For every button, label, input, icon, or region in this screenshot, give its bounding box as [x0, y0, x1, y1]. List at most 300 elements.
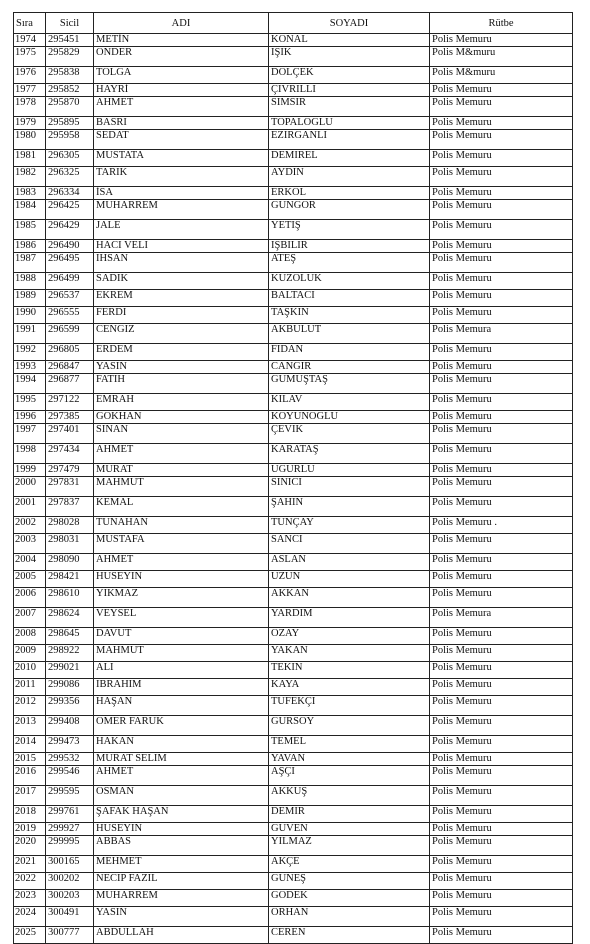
cell-adi: YASIN — [94, 907, 269, 927]
table-row — [14, 571, 573, 588]
cell-sicil: 295852 — [46, 84, 94, 97]
cell-adi: MUSTAFA — [94, 534, 269, 554]
cell-sira: 2006 — [14, 588, 46, 608]
cell-sira: 1983 — [14, 187, 46, 200]
cell-rutbe: Polis Memuru . — [430, 517, 573, 534]
cell-rutbe: Polis Memura — [430, 608, 573, 628]
cell-sira: 1974 — [14, 34, 46, 47]
table-row — [14, 628, 573, 645]
cell-soyadi: ÇIVRILLI — [269, 84, 430, 97]
cell-sira: 2023 — [14, 890, 46, 907]
table-row — [14, 130, 573, 150]
cell-soyadi: YARDIM — [269, 608, 430, 628]
cell-rutbe: Polis Memuru — [430, 873, 573, 890]
cell-sicil: 298645 — [46, 628, 94, 645]
table-row — [14, 324, 573, 344]
cell-adi: HUSEYIN — [94, 571, 269, 588]
table-header-row — [14, 13, 573, 34]
cell-rutbe: Polis Memuru — [430, 497, 573, 517]
cell-sicil: 298031 — [46, 534, 94, 554]
cell-sira: 1987 — [14, 253, 46, 273]
cell-adi: HAYRİ — [94, 84, 269, 97]
cell-soyadi: KILAV — [269, 394, 430, 411]
cell-adi: HUSEYIN — [94, 823, 269, 836]
cell-sicil: 298624 — [46, 608, 94, 628]
header-rutbe: Rütbe — [430, 13, 573, 34]
cell-sicil: 299356 — [46, 696, 94, 716]
cell-adi: FATIH — [94, 374, 269, 394]
table-row — [14, 411, 573, 424]
table-row — [14, 150, 573, 167]
cell-rutbe: Polis Memuru — [430, 130, 573, 150]
cell-sira: 1998 — [14, 444, 46, 464]
cell-sira: 2002 — [14, 517, 46, 534]
cell-soyadi: CEREN — [269, 927, 430, 944]
cell-adi: MAHMUT — [94, 645, 269, 662]
cell-soyadi: DEMIR — [269, 806, 430, 823]
table-row — [14, 220, 573, 240]
cell-rutbe: Polis Memuru — [430, 753, 573, 766]
cell-soyadi: YAKAN — [269, 645, 430, 662]
cell-rutbe: Polis Memuru — [430, 907, 573, 927]
cell-rutbe: Polis Memuru — [430, 167, 573, 187]
cell-soyadi: AKÇE — [269, 856, 430, 873]
cell-adi: OSMAN — [94, 786, 269, 806]
cell-sira: 2013 — [14, 716, 46, 736]
table-row — [14, 374, 573, 394]
cell-rutbe: Polis Memuru — [430, 696, 573, 716]
cell-rutbe: Polis Memuru — [430, 307, 573, 324]
cell-adi: KEMAL — [94, 497, 269, 517]
header-soyadi: SOYADI — [269, 13, 430, 34]
cell-adi: DAVUT — [94, 628, 269, 645]
table-row — [14, 307, 573, 324]
cell-adi: MUHARREM — [94, 890, 269, 907]
cell-rutbe: Polis Memuru — [430, 344, 573, 361]
cell-sira: 2021 — [14, 856, 46, 873]
cell-sicil: 297434 — [46, 444, 94, 464]
table-row — [14, 497, 573, 517]
cell-rutbe: Polis Memuru — [430, 150, 573, 167]
cell-adi: MEHMET — [94, 856, 269, 873]
cell-rutbe: Polis Memuru — [430, 628, 573, 645]
cell-sicil: 296305 — [46, 150, 94, 167]
cell-sicil: 296877 — [46, 374, 94, 394]
cell-rutbe: Polis Memuru — [430, 786, 573, 806]
cell-adi: MURAT SELIM — [94, 753, 269, 766]
cell-sira: 1982 — [14, 167, 46, 187]
table-row — [14, 753, 573, 766]
cell-soyadi: YAVAN — [269, 753, 430, 766]
cell-soyadi: DOLÇEK — [269, 67, 430, 84]
cell-sira: 2024 — [14, 907, 46, 927]
cell-sicil: 296325 — [46, 167, 94, 187]
table-row — [14, 424, 573, 444]
table-row — [14, 679, 573, 696]
header-sicil: Sicil — [46, 13, 94, 34]
table-row — [14, 823, 573, 836]
cell-rutbe: Polis Memuru — [430, 273, 573, 290]
cell-rutbe: Polis Memuru — [430, 394, 573, 411]
table-row — [14, 240, 573, 253]
cell-sicil: 300203 — [46, 890, 94, 907]
cell-sicil: 299595 — [46, 786, 94, 806]
cell-rutbe: Polis Memuru — [430, 662, 573, 679]
table-row — [14, 517, 573, 534]
cell-rutbe: Polis Memuru — [430, 806, 573, 823]
cell-soyadi: FIDAN — [269, 344, 430, 361]
table-row — [14, 608, 573, 628]
cell-adi: ABBAS — [94, 836, 269, 856]
cell-sicil: 296537 — [46, 290, 94, 307]
cell-rutbe: Polis Memuru — [430, 374, 573, 394]
cell-adi: MUSTATA — [94, 150, 269, 167]
cell-sicil: 295838 — [46, 67, 94, 84]
cell-soyadi: ERKOL — [269, 187, 430, 200]
cell-sira: 1989 — [14, 290, 46, 307]
table-row — [14, 873, 573, 890]
cell-rutbe: Polis Memuru — [430, 290, 573, 307]
cell-sicil: 296555 — [46, 307, 94, 324]
cell-sira: 2016 — [14, 766, 46, 786]
cell-soyadi: KAYA — [269, 679, 430, 696]
cell-sicil: 299021 — [46, 662, 94, 679]
cell-sira: 1978 — [14, 97, 46, 117]
cell-sicil: 296805 — [46, 344, 94, 361]
cell-sicil: 298922 — [46, 645, 94, 662]
cell-sira: 1994 — [14, 374, 46, 394]
cell-sira: 2018 — [14, 806, 46, 823]
cell-sira: 2001 — [14, 497, 46, 517]
cell-sira: 2000 — [14, 477, 46, 497]
cell-sira: 1997 — [14, 424, 46, 444]
cell-soyadi: TEMEL — [269, 736, 430, 753]
table-row — [14, 736, 573, 753]
cell-sira: 2011 — [14, 679, 46, 696]
cell-rutbe: Polis Memuru — [430, 588, 573, 608]
cell-adi: ONDER — [94, 47, 269, 67]
cell-rutbe: Polis Memuru — [430, 424, 573, 444]
table-row — [14, 444, 573, 464]
cell-sira: 1999 — [14, 464, 46, 477]
cell-rutbe: Polis Memuru — [430, 736, 573, 753]
table-row — [14, 907, 573, 927]
cell-sicil: 299927 — [46, 823, 94, 836]
cell-sicil: 297831 — [46, 477, 94, 497]
cell-sicil: 296490 — [46, 240, 94, 253]
cell-adi: SADIK — [94, 273, 269, 290]
cell-sira: 2005 — [14, 571, 46, 588]
cell-sicil: 296599 — [46, 324, 94, 344]
cell-soyadi: YETIŞ — [269, 220, 430, 240]
cell-soyadi: TOPALOGLU — [269, 117, 430, 130]
table-row — [14, 394, 573, 411]
cell-adi: METİN — [94, 34, 269, 47]
cell-sicil: 299473 — [46, 736, 94, 753]
cell-adi: AHMET — [94, 554, 269, 571]
cell-sicil: 298090 — [46, 554, 94, 571]
cell-adi: AHMET — [94, 97, 269, 117]
cell-soyadi: EZIRGANLI — [269, 130, 430, 150]
cell-sira: 2004 — [14, 554, 46, 571]
cell-rutbe: Polis Memura — [430, 324, 573, 344]
cell-sicil: 297122 — [46, 394, 94, 411]
cell-rutbe: Polis Memuru — [430, 645, 573, 662]
cell-adi: MAHMUT — [94, 477, 269, 497]
cell-sira: 1996 — [14, 411, 46, 424]
cell-sicil: 300777 — [46, 927, 94, 944]
table-row — [14, 806, 573, 823]
cell-sira: 2008 — [14, 628, 46, 645]
cell-sira: 1985 — [14, 220, 46, 240]
table-row — [14, 554, 573, 571]
cell-sicil: 298028 — [46, 517, 94, 534]
cell-adi: ALI — [94, 662, 269, 679]
cell-rutbe: Polis Memuru — [430, 464, 573, 477]
cell-sira: 1976 — [14, 67, 46, 84]
cell-soyadi: GODEK — [269, 890, 430, 907]
cell-sira: 2019 — [14, 823, 46, 836]
cell-sicil: 296495 — [46, 253, 94, 273]
cell-sicil: 295895 — [46, 117, 94, 130]
cell-sira: 1988 — [14, 273, 46, 290]
table-row — [14, 200, 573, 220]
cell-soyadi: ŞAHIN — [269, 497, 430, 517]
cell-soyadi: UZUN — [269, 571, 430, 588]
cell-soyadi: OZAY — [269, 628, 430, 645]
table-row — [14, 464, 573, 477]
cell-soyadi: ASLAN — [269, 554, 430, 571]
cell-sira: 1977 — [14, 84, 46, 97]
cell-soyadi: ATEŞ — [269, 253, 430, 273]
cell-adi: MURAT — [94, 464, 269, 477]
cell-sira: 1980 — [14, 130, 46, 150]
cell-soyadi: TUFEKÇI — [269, 696, 430, 716]
cell-rutbe: Polis Memuru — [430, 571, 573, 588]
cell-sira: 2015 — [14, 753, 46, 766]
cell-adi: EMRAH — [94, 394, 269, 411]
cell-sicil: 296847 — [46, 361, 94, 374]
cell-sira: 1991 — [14, 324, 46, 344]
cell-rutbe: Polis Memuru — [430, 554, 573, 571]
cell-sira: 1990 — [14, 307, 46, 324]
cell-adi: ERDEM — [94, 344, 269, 361]
table-row — [14, 97, 573, 117]
cell-sira: 1981 — [14, 150, 46, 167]
cell-sicil: 298610 — [46, 588, 94, 608]
cell-soyadi: TUNÇAY — [269, 517, 430, 534]
cell-rutbe: Polis Memuru — [430, 766, 573, 786]
cell-adi: HACI VELI — [94, 240, 269, 253]
table-row — [14, 253, 573, 273]
personnel-table — [13, 12, 573, 944]
cell-sira: 2025 — [14, 927, 46, 944]
cell-adi: JALE — [94, 220, 269, 240]
table-row — [14, 534, 573, 554]
cell-sira: 1992 — [14, 344, 46, 361]
cell-rutbe: Polis Memuru — [430, 856, 573, 873]
cell-sira: 2010 — [14, 662, 46, 679]
cell-soyadi: AŞÇI — [269, 766, 430, 786]
cell-adi: CENGIZ — [94, 324, 269, 344]
cell-sicil: 299995 — [46, 836, 94, 856]
cell-adi: BASRI — [94, 117, 269, 130]
cell-soyadi: KARATAŞ — [269, 444, 430, 464]
cell-rutbe: Polis Memuru — [430, 34, 573, 47]
cell-soyadi: IŞIK — [269, 47, 430, 67]
cell-adi: MUHARREM — [94, 200, 269, 220]
cell-rutbe: Polis Memuru — [430, 890, 573, 907]
table-row — [14, 890, 573, 907]
cell-sira: 2020 — [14, 836, 46, 856]
cell-soyadi: UGURLU — [269, 464, 430, 477]
table-row — [14, 696, 573, 716]
cell-sicil: 300202 — [46, 873, 94, 890]
cell-sicil: 296499 — [46, 273, 94, 290]
table-row — [14, 836, 573, 856]
cell-sicil: 299761 — [46, 806, 94, 823]
cell-soyadi: KONAL — [269, 34, 430, 47]
cell-sira: 2014 — [14, 736, 46, 753]
table-row — [14, 716, 573, 736]
cell-sicil: 300491 — [46, 907, 94, 927]
cell-rutbe: Polis Memuru — [430, 361, 573, 374]
cell-sicil: 299408 — [46, 716, 94, 736]
table-row — [14, 361, 573, 374]
cell-adi: AHMET — [94, 766, 269, 786]
table-row — [14, 786, 573, 806]
cell-sicil: 297479 — [46, 464, 94, 477]
cell-soyadi: AKKAN — [269, 588, 430, 608]
table-row — [14, 662, 573, 679]
table-row — [14, 34, 573, 47]
header-sira: Sıra — [14, 13, 46, 34]
cell-adi: TARIK — [94, 167, 269, 187]
cell-soyadi: CANGIR — [269, 361, 430, 374]
table-row — [14, 117, 573, 130]
cell-rutbe: Polis Memuru — [430, 220, 573, 240]
cell-soyadi: GUNGOR — [269, 200, 430, 220]
cell-rutbe: Polis Memuru — [430, 187, 573, 200]
cell-sira: 2009 — [14, 645, 46, 662]
cell-rutbe: Polis Memuru — [430, 716, 573, 736]
table-row — [14, 645, 573, 662]
cell-sira: 1975 — [14, 47, 46, 67]
cell-sicil: 295958 — [46, 130, 94, 150]
cell-sicil: 300165 — [46, 856, 94, 873]
table-body — [14, 34, 573, 944]
cell-soyadi: TEKIN — [269, 662, 430, 679]
cell-adi: AHMET — [94, 444, 269, 464]
cell-adi: YASIN — [94, 361, 269, 374]
cell-adi: FERDI — [94, 307, 269, 324]
cell-rutbe: Polis Memuru — [430, 117, 573, 130]
header-adi: ADI — [94, 13, 269, 34]
cell-sicil: 299546 — [46, 766, 94, 786]
cell-rutbe: Polis Memuru — [430, 240, 573, 253]
cell-soyadi: AKKUŞ — [269, 786, 430, 806]
cell-adi: HAŞAN — [94, 696, 269, 716]
cell-sira: 2003 — [14, 534, 46, 554]
cell-adi: HAKAN — [94, 736, 269, 753]
cell-rutbe: Polis Memuru — [430, 477, 573, 497]
cell-soyadi: BALTACI — [269, 290, 430, 307]
cell-rutbe: Polis Memuru — [430, 84, 573, 97]
cell-sira: 1979 — [14, 117, 46, 130]
cell-sicil: 295870 — [46, 97, 94, 117]
cell-soyadi: AYDIN — [269, 167, 430, 187]
cell-sira: 1993 — [14, 361, 46, 374]
cell-soyadi: SINICI — [269, 477, 430, 497]
cell-rutbe: Polis Memuru — [430, 411, 573, 424]
table-row — [14, 47, 573, 67]
cell-sicil: 299532 — [46, 753, 94, 766]
cell-adi: VEYSEL — [94, 608, 269, 628]
cell-adi: IBRAHIM — [94, 679, 269, 696]
table-row — [14, 167, 573, 187]
cell-sicil: 298421 — [46, 571, 94, 588]
cell-adi: TOLGA — [94, 67, 269, 84]
cell-adi: IHSAN — [94, 253, 269, 273]
table-row — [14, 766, 573, 786]
table-row — [14, 290, 573, 307]
cell-rutbe: Polis Memuru — [430, 444, 573, 464]
cell-soyadi: ORHAN — [269, 907, 430, 927]
cell-rutbe: Polis M&muru — [430, 67, 573, 84]
cell-sira: 1984 — [14, 200, 46, 220]
cell-rutbe: Polis Memuru — [430, 679, 573, 696]
cell-sicil: 295829 — [46, 47, 94, 67]
cell-sicil: 295451 — [46, 34, 94, 47]
cell-adi: GOKHAN — [94, 411, 269, 424]
cell-adi: TUNAHAN — [94, 517, 269, 534]
cell-sira: 2022 — [14, 873, 46, 890]
table-row — [14, 477, 573, 497]
cell-rutbe: Polis Memuru — [430, 97, 573, 117]
cell-sicil: 297401 — [46, 424, 94, 444]
table-row — [14, 273, 573, 290]
cell-soyadi: GURSOY — [269, 716, 430, 736]
cell-soyadi: GUVEN — [269, 823, 430, 836]
cell-sira: 2012 — [14, 696, 46, 716]
cell-adi: OMER FARUK — [94, 716, 269, 736]
cell-adi: İSA — [94, 187, 269, 200]
table-row — [14, 67, 573, 84]
cell-rutbe: Polis Memuru — [430, 200, 573, 220]
cell-soyadi: GUNEŞ — [269, 873, 430, 890]
cell-adi: YIKMAZ — [94, 588, 269, 608]
cell-soyadi: KUZOLUK — [269, 273, 430, 290]
table-row — [14, 344, 573, 361]
cell-sicil: 299086 — [46, 679, 94, 696]
cell-adi: ABDULLAH — [94, 927, 269, 944]
cell-soyadi: TAŞKIN — [269, 307, 430, 324]
cell-soyadi: YILMAZ — [269, 836, 430, 856]
cell-adi: ŞAFAK HAŞAN — [94, 806, 269, 823]
cell-sicil: 297837 — [46, 497, 94, 517]
cell-rutbe: Polis Memuru — [430, 534, 573, 554]
cell-rutbe: Polis Memuru — [430, 253, 573, 273]
cell-soyadi: IŞBILIR — [269, 240, 430, 253]
cell-soyadi: SIMSIR — [269, 97, 430, 117]
table-row — [14, 588, 573, 608]
cell-soyadi: KOYUNOGLU — [269, 411, 430, 424]
cell-sira: 1986 — [14, 240, 46, 253]
cell-rutbe: Polis Memuru — [430, 927, 573, 944]
cell-sicil: 297385 — [46, 411, 94, 424]
cell-adi: NECIP FAZIL — [94, 873, 269, 890]
table-row — [14, 856, 573, 873]
